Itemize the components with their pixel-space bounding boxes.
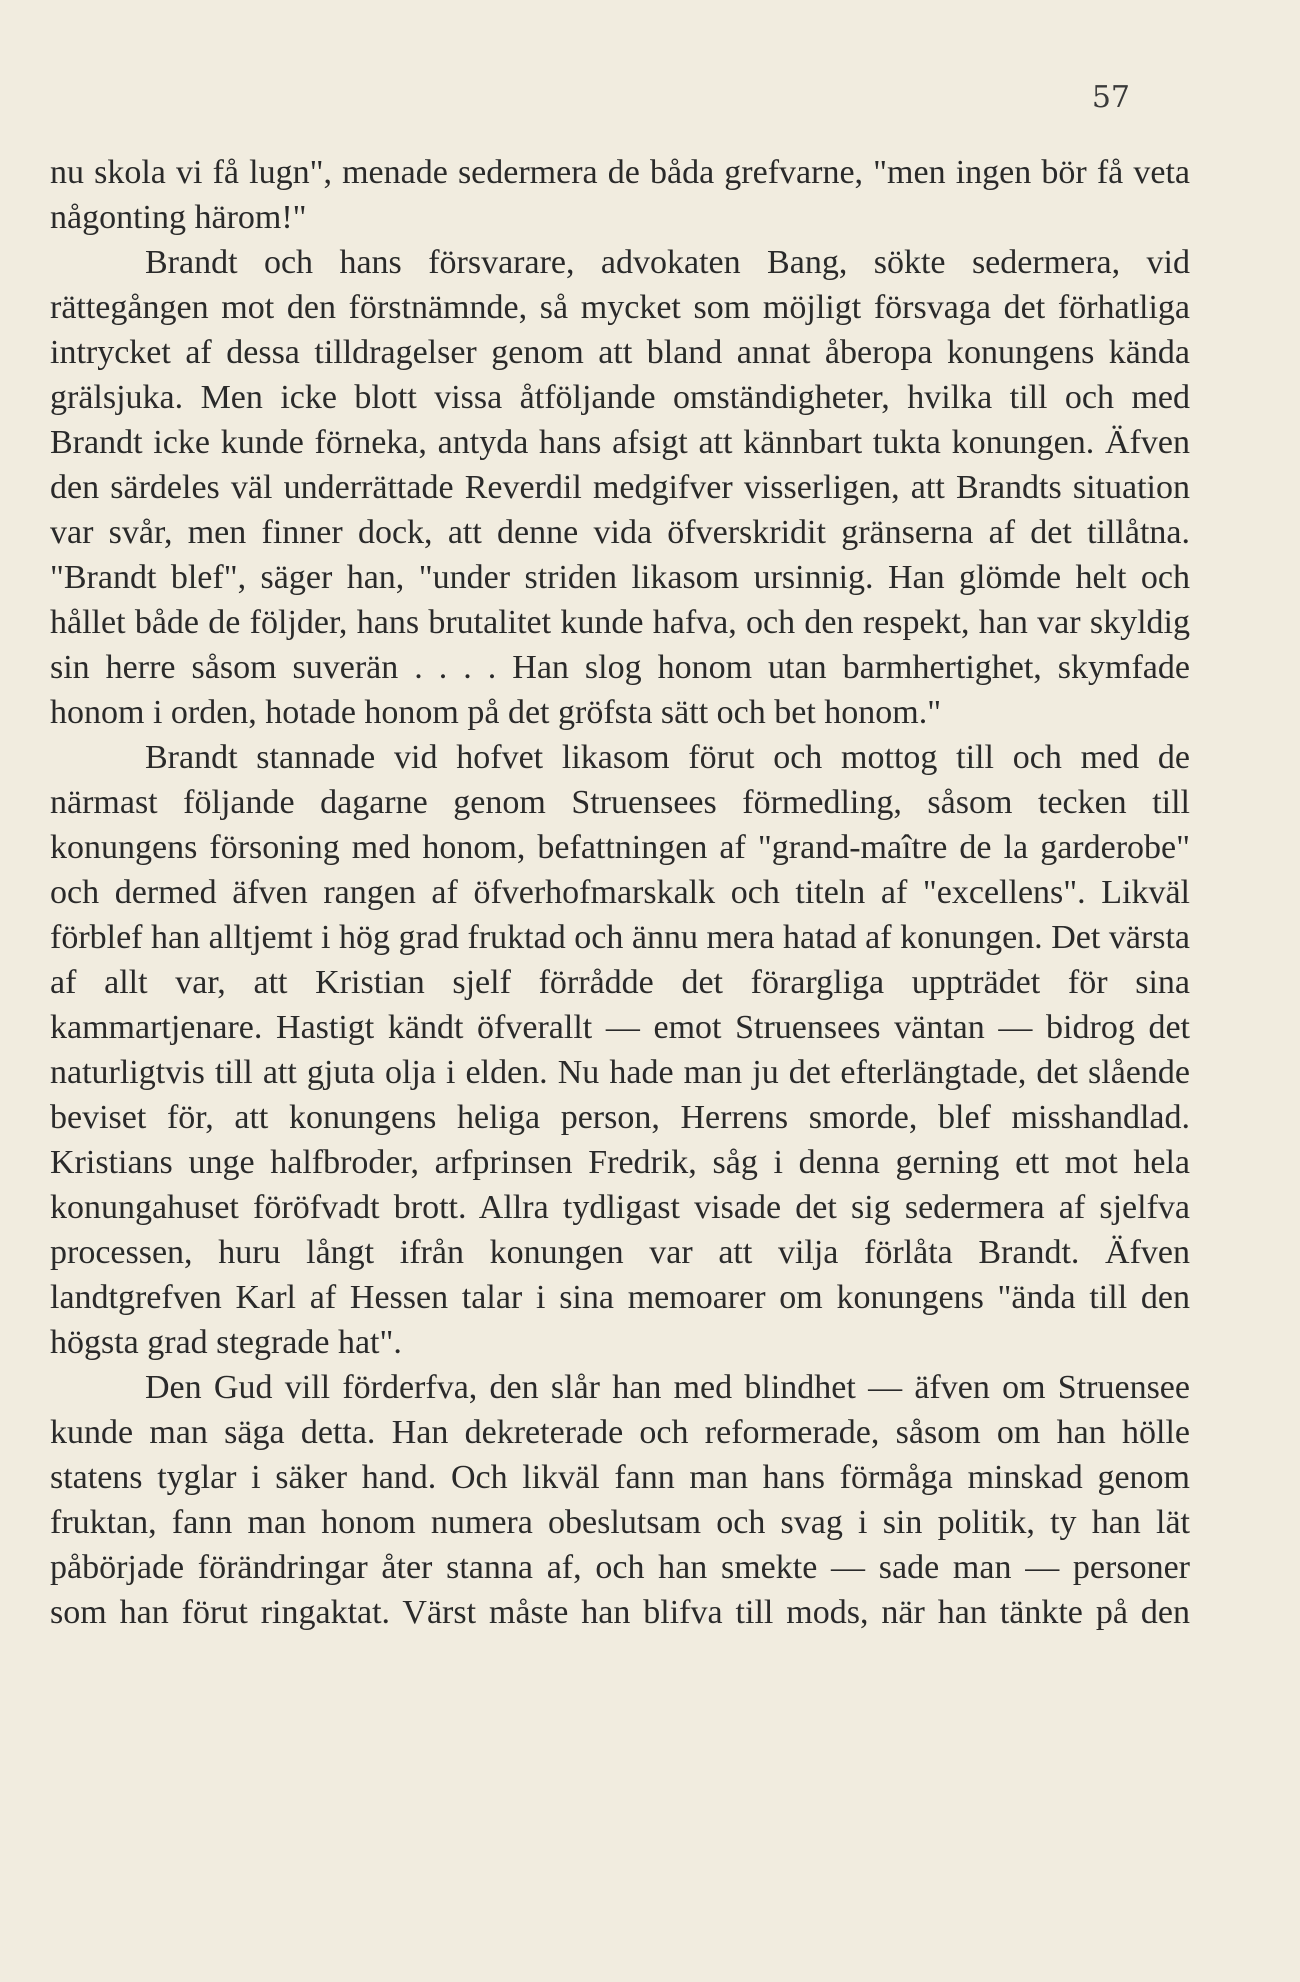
- paragraph-3: Brandt stannade vid hofvet likasom förut och mottog till och med de närmast följande dagarne genom Struensees förmedling, såsom tecken till konungens försoning med honom, befattningen af "grand-maître de la garderobe" och dermed äfven rangen af öfverhofmarskalk och titeln af "excellens". Likväl förblef han alltjemt i hög grad fruktad och ännu mera hatad af konungen. Det värsta af allt var, att Kristian sjelf förrådde det förargliga uppträdet för sina kammartjenare. Hastigt kändt öfverallt — emot Struensees väntan — bidrog det naturligtvis till att gjuta olja i elden. Nu hade man ju det efterlängtade, det slående beviset för, att konungens heliga person, Herrens smorde, blef misshandlad. Kristians unge halfbroder, arfprinsen Fredrik, såg i denna gerning ett mot hela konungahuset föröfvadt brott. Allra tydligast visade det sig sedermera af sjelfva processen, huru långt ifrån konungen var att vilja förlåta Brandt. Äfven landtgrefven Karl af Hessen talar i sina memoarer om konungens "ända till den högsta grad stegrade hat".: [50, 739, 1190, 1361]
- page-number: 57: [1091, 80, 1130, 115]
- paragraph-1: nu skola vi få lugn", menade sedermera de båda grefvarne, "men ingen bör få veta någonting härom!": [50, 154, 1190, 236]
- paragraph-4: Den Gud vill förderfva, den slår han med blindhet — äfven om Struensee kunde man säga detta. Han dekreterade och reformerade, såsom om han hölle statens tyglar i säker hand. Och likväl fann man hans förmåga minskad genom fruktan, fann man honom numera obeslutsam och svag i sin politik, ty han lät påbörjade förändringar åter stanna af, och han smekte — sade man — personer som han förut ringaktat. Värst måste han blifva till mods, när han tänkte på den: [50, 1369, 1190, 1631]
- body-text: [50, 150, 1190, 1635]
- paragraph-2: Brandt och hans försvarare, advokaten Bang, sökte sedermera, vid rättegången mot den förstnämnde, så mycket som möjligt försvaga det förhatliga intrycket af dessa tilldragelser genom att bland annat åberopa konungens kända grälsjuka. Men icke blott vissa åtföljande omständigheter, hvilka till och med Brandt icke kunde förneka, antyda hans afsigt att kännbart tukta konungen. Äfven den särdeles väl underrättade Reverdil medgifver visserligen, att Brandts situation var svår, men finner dock, att denne vida öfverskridit gränserna af det tillåtna. "Brandt blef", säger han, "under striden likasom ursinnig. Han glömde helt och hållet både de följder, hans brutalitet kunde hafva, och den respekt, han var skyldig sin herre såsom suverän . . . . Han slog honom utan barmhertighet, skymfade honom i orden, hotade honom på det gröfsta sätt och bet honom.": [50, 244, 1190, 731]
